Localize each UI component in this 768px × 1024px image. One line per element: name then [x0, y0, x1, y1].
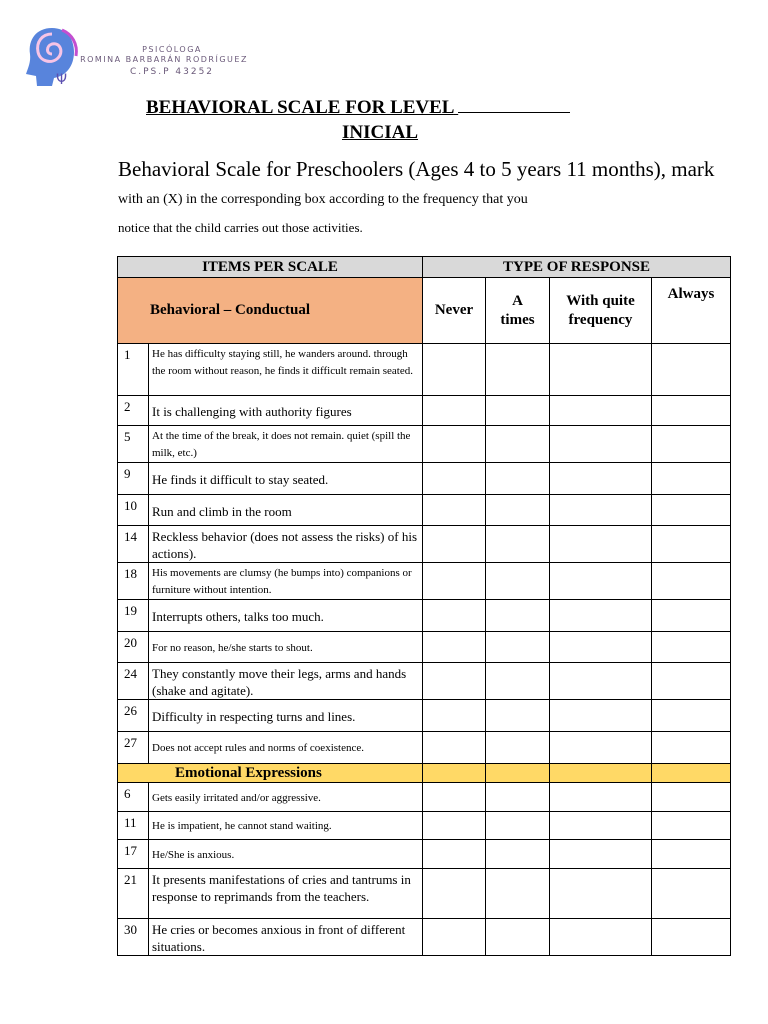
item-number: 27 — [118, 732, 149, 764]
item-text: Difficulty in respecting turns and lines. — [149, 700, 423, 732]
response-cell-always[interactable] — [652, 812, 731, 840]
item-text: Gets easily irritated and/or aggressive. — [149, 783, 423, 812]
table-row — [118, 600, 731, 632]
table-row — [118, 344, 731, 396]
item-number: 9 — [118, 463, 149, 495]
response-cell-a-times[interactable] — [486, 463, 550, 495]
emo-empty-cell — [652, 764, 731, 783]
intro-line-1: Behavioral Scale for Preschoolers (Ages 4 to 5 years 11 months), mark — [118, 157, 715, 181]
logo — [22, 22, 248, 92]
response-cell-always[interactable] — [652, 563, 731, 600]
item-text: He has difficulty staying still, he wanders around. through the room without reason, he finds it difficult remain seated. — [149, 344, 423, 396]
response-cell-with-quite-frequency[interactable] — [550, 396, 652, 426]
response-cell-never[interactable] — [423, 632, 486, 663]
response-cell-never[interactable] — [423, 344, 486, 396]
response-cell-a-times[interactable] — [486, 563, 550, 600]
item-number: 24 — [118, 663, 149, 700]
item-text: Run and climb in the room — [149, 495, 423, 526]
response-cell-never[interactable] — [423, 783, 486, 812]
table-row — [118, 840, 731, 869]
table-row — [118, 526, 731, 563]
response-cell-always[interactable] — [652, 783, 731, 812]
response-cell-a-times[interactable] — [486, 783, 550, 812]
item-text: It is challenging with authority figures — [149, 396, 423, 426]
response-cell-never[interactable] — [423, 869, 486, 919]
table-row — [118, 663, 731, 700]
response-cell-with-quite-frequency[interactable] — [550, 463, 652, 495]
response-cell-never[interactable] — [423, 526, 486, 563]
category-row-emotional — [118, 764, 731, 783]
type-of-response-header: TYPE OF RESPONSE — [423, 257, 731, 278]
response-cell-with-quite-frequency[interactable] — [550, 344, 652, 396]
category-behavioral: Behavioral – Conductual — [118, 278, 423, 344]
table-row — [118, 426, 731, 463]
svg-text:Ψ: Ψ — [56, 72, 68, 88]
response-cell-a-times[interactable] — [486, 600, 550, 632]
table-row — [118, 463, 731, 495]
column-a-times: A times — [486, 278, 550, 344]
response-cell-never[interactable] — [423, 396, 486, 426]
response-cell-a-times[interactable] — [486, 396, 550, 426]
response-cell-a-times[interactable] — [486, 663, 550, 700]
response-cell-with-quite-frequency[interactable] — [550, 919, 652, 956]
response-cell-never[interactable] — [423, 600, 486, 632]
response-cell-a-times[interactable] — [486, 632, 550, 663]
response-cell-always[interactable] — [652, 426, 731, 463]
item-number: 18 — [118, 563, 149, 600]
item-number: 26 — [118, 700, 149, 732]
response-cell-with-quite-frequency[interactable] — [550, 783, 652, 812]
category-emotional: Emotional Expressions — [118, 764, 423, 783]
response-cell-with-quite-frequency[interactable] — [550, 632, 652, 663]
logo-title-line: PSICÓLOGA — [142, 45, 202, 54]
emo-empty-cell — [486, 764, 550, 783]
response-cell-never[interactable] — [423, 426, 486, 463]
response-cell-with-quite-frequency[interactable] — [550, 495, 652, 526]
title-blank-line — [458, 96, 570, 113]
response-cell-always[interactable] — [652, 700, 731, 732]
item-number: 20 — [118, 632, 149, 663]
item-number: 14 — [118, 526, 149, 563]
response-cell-never[interactable] — [423, 840, 486, 869]
response-cell-always[interactable] — [652, 495, 731, 526]
logo-license-line: C.PS.P 43252 — [129, 67, 215, 77]
response-cell-never[interactable] — [423, 732, 486, 764]
response-cell-never[interactable] — [423, 919, 486, 956]
item-text: At the time of the break, it does not remain. quiet (spill the milk, etc.) — [149, 426, 423, 463]
response-cell-a-times[interactable] — [486, 732, 550, 764]
response-cell-never[interactable] — [423, 700, 486, 732]
response-cell-always[interactable] — [652, 663, 731, 700]
response-cell-a-times[interactable] — [486, 700, 550, 732]
response-cell-with-quite-frequency[interactable] — [550, 812, 652, 840]
item-number: 10 — [118, 495, 149, 526]
response-cell-always[interactable] — [652, 919, 731, 956]
response-cell-with-quite-frequency[interactable] — [550, 732, 652, 764]
item-text: He is impatient, he cannot stand waiting. — [149, 812, 423, 840]
item-number: 5 — [118, 426, 149, 463]
item-number: 1 — [118, 344, 149, 396]
table-row — [118, 869, 731, 919]
intro-line-3: notice that the child carries out those activities. — [118, 220, 363, 235]
response-cell-with-quite-frequency[interactable] — [550, 426, 652, 463]
response-cell-always[interactable] — [652, 526, 731, 563]
logo-name-line: ROMINA BARBARÁN RODRÍGUEZ — [80, 55, 248, 64]
table-row — [118, 700, 731, 732]
table-row — [118, 632, 731, 663]
response-cell-never[interactable] — [423, 812, 486, 840]
response-cell-a-times[interactable] — [486, 495, 550, 526]
column-always: Always — [652, 278, 731, 344]
emo-empty-cell — [550, 764, 652, 783]
response-cell-a-times[interactable] — [486, 919, 550, 956]
column-with-quite-frequency: With quite frequency — [550, 278, 652, 344]
response-cell-with-quite-frequency[interactable] — [550, 600, 652, 632]
item-number: 19 — [118, 600, 149, 632]
response-cell-a-times[interactable] — [486, 344, 550, 396]
emo-empty-cell — [423, 764, 486, 783]
response-cell-a-times[interactable] — [486, 840, 550, 869]
item-number: 6 — [118, 783, 149, 812]
item-number: 2 — [118, 396, 149, 426]
response-cell-always[interactable] — [652, 869, 731, 919]
table-row — [118, 396, 731, 426]
item-text: For no reason, he/she starts to shout. — [149, 632, 423, 663]
response-cell-always[interactable] — [652, 840, 731, 869]
response-cell-a-times[interactable] — [486, 426, 550, 463]
item-text: It presents manifestations of cries and tantrums in response to reprimands from the teachers. — [149, 869, 423, 919]
response-cell-with-quite-frequency[interactable] — [550, 526, 652, 563]
table-row — [118, 812, 731, 840]
column-never: Never — [423, 278, 486, 344]
table-row — [118, 732, 731, 764]
page-title-line2: INICIAL — [342, 122, 419, 143]
item-number: 30 — [118, 919, 149, 956]
response-cell-with-quite-frequency[interactable] — [550, 563, 652, 600]
item-text: He cries or becomes anxious in front of different situations. — [149, 919, 423, 956]
response-cell-always[interactable] — [652, 344, 731, 396]
page-title — [146, 96, 570, 119]
behavior-scale-table — [117, 256, 731, 956]
response-cell-a-times[interactable] — [486, 869, 550, 919]
response-cell-never[interactable] — [423, 663, 486, 700]
response-cell-never[interactable] — [423, 463, 486, 495]
item-text: Interrupts others, talks too much. — [149, 600, 423, 632]
item-text: He finds it difficult to stay seated. — [149, 463, 423, 495]
intro-line-2: with an (X) in the corresponding box according to the frequency that you — [118, 192, 528, 207]
response-cell-a-times[interactable] — [486, 526, 550, 563]
response-cell-with-quite-frequency[interactable] — [550, 700, 652, 732]
item-number: 17 — [118, 840, 149, 869]
response-cell-never[interactable] — [423, 495, 486, 526]
response-cell-always[interactable] — [652, 632, 731, 663]
response-cell-always[interactable] — [652, 396, 731, 426]
item-text: They constantly move their legs, arms and hands (shake and agitate). — [149, 663, 423, 700]
item-number: 21 — [118, 869, 149, 919]
item-number: 11 — [118, 812, 149, 840]
item-text: Does not accept rules and norms of coexistence. — [149, 732, 423, 764]
table-row — [118, 563, 731, 600]
table-row — [118, 495, 731, 526]
item-text: Reckless behavior (does not assess the risks) of his actions). — [149, 526, 423, 563]
table-row — [118, 783, 731, 812]
item-text: He/She is anxious. — [149, 840, 423, 869]
items-per-scale-header: ITEMS PER SCALE — [118, 257, 423, 278]
response-cell-with-quite-frequency[interactable] — [550, 663, 652, 700]
table-row — [118, 919, 731, 956]
response-cell-always[interactable] — [652, 732, 731, 764]
response-cell-never[interactable] — [423, 563, 486, 600]
page-title-text: BEHAVIORAL SCALE FOR LEVEL — [146, 97, 454, 118]
response-cell-always[interactable] — [652, 463, 731, 495]
response-cell-with-quite-frequency[interactable] — [550, 869, 652, 919]
response-cell-a-times[interactable] — [486, 812, 550, 840]
response-cell-with-quite-frequency[interactable] — [550, 840, 652, 869]
response-cell-always[interactable] — [652, 600, 731, 632]
item-text: His movements are clumsy (he bumps into) companions or furniture without intention. — [149, 563, 423, 600]
